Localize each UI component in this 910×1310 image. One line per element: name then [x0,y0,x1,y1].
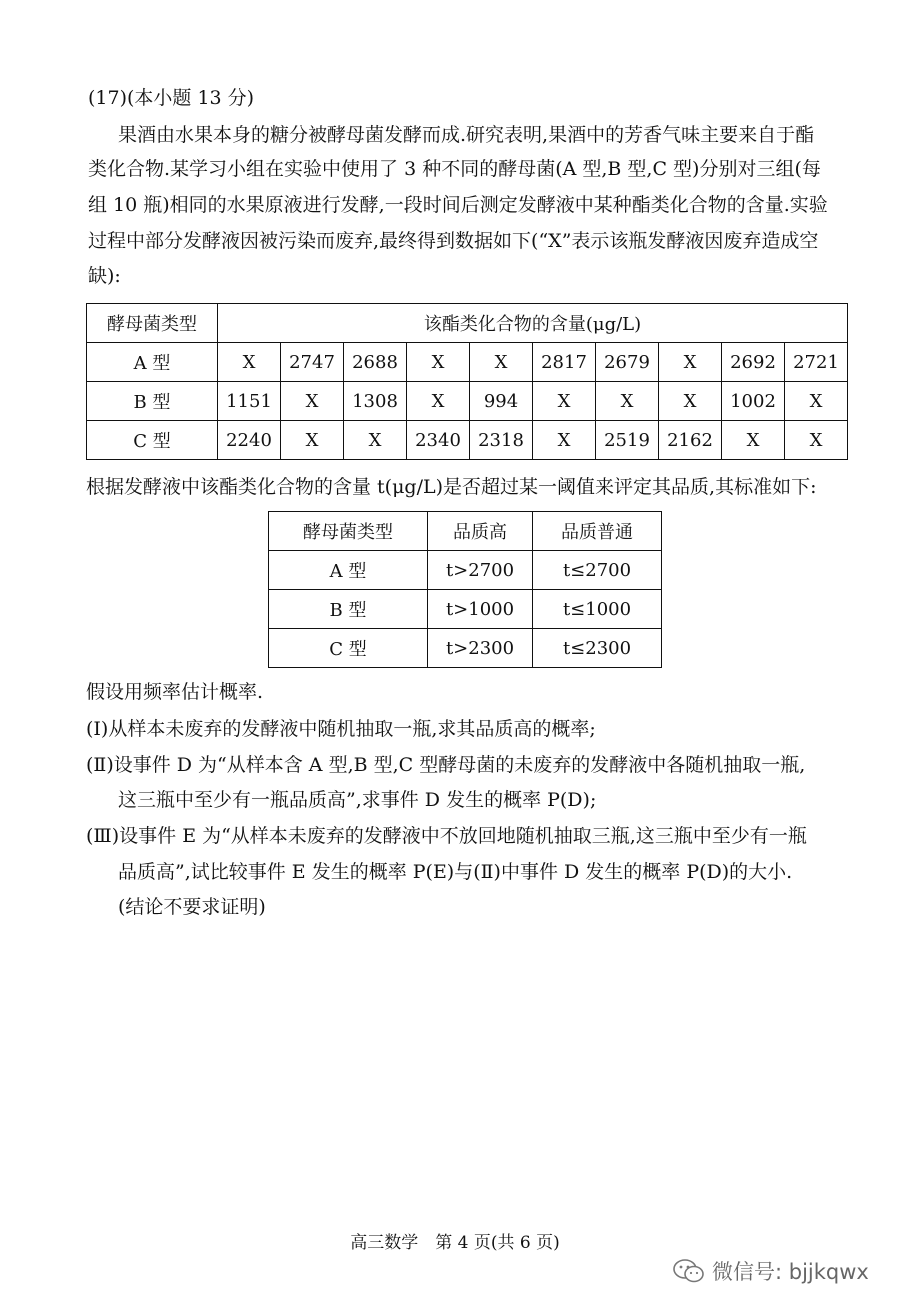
wechat-icon [672,1257,706,1285]
table-row [269,590,662,629]
data-cell: X [722,421,785,460]
question-3-line-3: (结论不要求证明) [118,896,266,918]
data-cell: 2318 [470,421,533,460]
data-cell: 1308 [344,382,407,421]
data-cell: 2340 [407,421,470,460]
data-cell: 2747 [281,343,344,382]
quality-normal-cell: t≤2300 [533,629,662,668]
data-cell: 2679 [596,343,659,382]
quality-high-cell: t>2300 [428,629,533,668]
data-cell: X [407,343,470,382]
quality-table-header-row [269,512,662,551]
table-row [87,343,848,382]
quality-type-cell: A 型 [269,551,428,590]
quality-type-cell: C 型 [269,629,428,668]
data-cell: 1151 [218,382,281,421]
watermark-text: 微信号: bjjkqwx [712,1260,869,1284]
row-type-label: C 型 [87,421,218,460]
data-cell: X [218,343,281,382]
quality-high-cell: t>2700 [428,551,533,590]
data-cell: 2162 [659,421,722,460]
row-type-label: B 型 [87,382,218,421]
data-cell: X [785,382,848,421]
data-cell: X [659,382,722,421]
data-cell: X [785,421,848,460]
data-table-type-header: 酵母菌类型 [87,304,218,343]
problem-paragraph-line-4: 过程中部分发酵液因被污染而废弃,最终得到数据如下(“X”表示该瓶发酵液因废弃造成空 [88,230,819,252]
quality-header-high: 品质高 [428,512,533,551]
data-cell: X [281,382,344,421]
table-row [269,629,662,668]
quality-header-normal: 品质普通 [533,512,662,551]
data-table [86,303,848,460]
data-cell: X [659,343,722,382]
data-table-content-header: 该酯类化合物的含量(μg/L) [218,304,848,343]
data-table-header-row [87,304,848,343]
quality-normal-cell: t≤1000 [533,590,662,629]
problem-paragraph-line-5: 缺): [88,265,121,287]
quality-criterion-text: 根据发酵液中该酯类化合物的含量 t(μg/L)是否超过某一阈值来评定其品质,其标准如下: [86,476,817,498]
problem-paragraph-line-2: 类化合物.某学习小组在实验中使用了 3 种不同的酵母菌(A 型,B 型,C 型)分别对三组(每 [88,158,821,180]
question-3-line-1: (Ⅲ)设事件 E 为“从样本未废弃的发酵液中不放回地随机抽取三瓶,这三瓶中至少有一瓶 [86,825,807,847]
quality-header-type: 酵母菌类型 [269,512,428,551]
data-cell: 2692 [722,343,785,382]
data-cell: X [596,382,659,421]
data-cell: X [344,421,407,460]
row-type-label: A 型 [87,343,218,382]
data-cell: 994 [470,382,533,421]
problem-header: (17)(本小题 13 分) [88,87,255,109]
data-cell: X [533,421,596,460]
data-cell: 2721 [785,343,848,382]
question-2-line-1: (Ⅱ)设事件 D 为“从样本含 A 型,B 型,C 型酵母菌的未废弃的发酵液中各随机抽取一瓶, [86,754,806,776]
data-cell: X [470,343,533,382]
problem-paragraph-line-1: 果酒由水果本身的糖分被酵母菌发酵而成.研究表明,果酒中的芳香气味主要来自于酯 [118,124,815,146]
quality-high-cell: t>1000 [428,590,533,629]
question-1: (Ⅰ)从样本未废弃的发酵液中随机抽取一瓶,求其品质高的概率; [86,718,596,740]
quality-normal-cell: t≤2700 [533,551,662,590]
assumption-text: 假设用频率估计概率. [86,681,264,703]
table-row [269,551,662,590]
data-cell: 2817 [533,343,596,382]
table-row [87,421,848,460]
quality-standard-table [268,511,662,668]
data-cell: 2688 [344,343,407,382]
table-row [87,382,848,421]
question-2-line-2: 这三瓶中至少有一瓶品质高”,求事件 D 发生的概率 P(D); [118,789,597,811]
problem-paragraph-line-3: 组 10 瓶)相同的水果原液进行发酵,一段时间后测定发酵液中某种酯类化合物的含量.实验 [88,194,828,216]
data-cell: X [281,421,344,460]
page-footer: 高三数学 第 4 页(共 6 页) [350,1233,560,1253]
data-cell: X [407,382,470,421]
data-cell: 2240 [218,421,281,460]
data-cell: X [533,382,596,421]
data-cell: 1002 [722,382,785,421]
watermark [672,1255,869,1287]
data-cell: 2519 [596,421,659,460]
question-3-line-2: 品质高”,试比较事件 E 发生的概率 P(E)与(Ⅱ)中事件 D 发生的概率 P(D)的大小. [118,861,793,883]
quality-type-cell: B 型 [269,590,428,629]
